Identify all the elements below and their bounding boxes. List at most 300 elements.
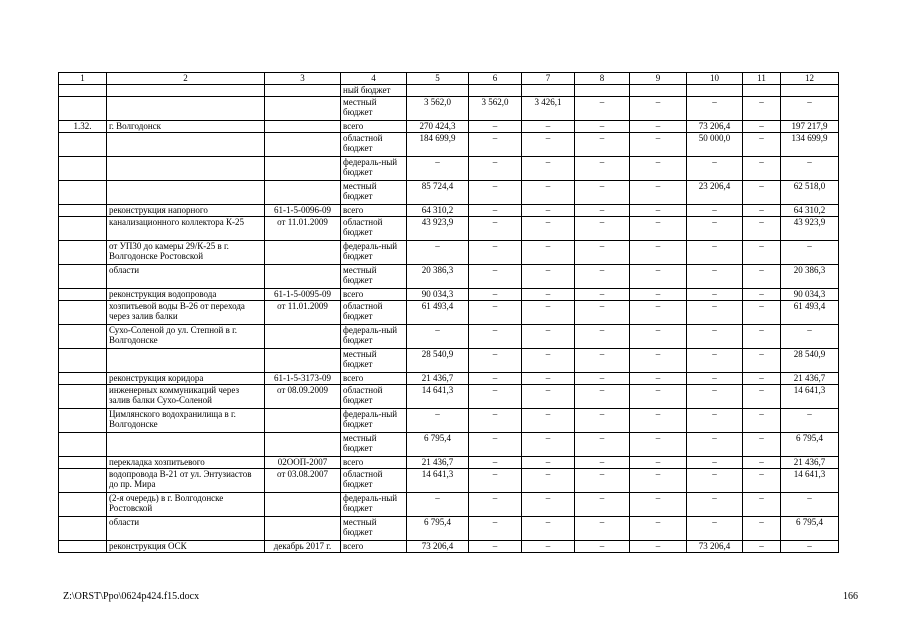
document-ref-cell <box>265 157 341 181</box>
value-cell: – <box>630 373 687 385</box>
value-cell: – <box>630 181 687 205</box>
col-header: 12 <box>781 73 839 85</box>
value-cell: – <box>522 265 575 289</box>
value-cell: – <box>687 409 743 433</box>
value-cell: 21 436,7 <box>407 373 469 385</box>
object-name-cell: перекладка хозпитьевого <box>107 457 265 469</box>
document-ref-cell <box>265 97 341 121</box>
object-name-cell <box>107 433 265 457</box>
value-cell: – <box>687 469 743 493</box>
value-cell: – <box>469 409 522 433</box>
value-cell: – <box>630 325 687 349</box>
value-cell: – <box>469 373 522 385</box>
object-name-cell: (2-я очередь) в г. Волгодонске Ростовской <box>107 493 265 517</box>
value-cell: 14 641,3 <box>407 469 469 493</box>
col-header: 4 <box>341 73 407 85</box>
funding-source-cell: федераль-ный бюджет <box>341 325 407 349</box>
value-cell: – <box>687 517 743 541</box>
table-row <box>59 301 839 325</box>
document-ref-cell: от 11.01.2009 <box>265 301 341 325</box>
value-cell <box>687 85 743 97</box>
table-row <box>59 133 839 157</box>
document-ref-cell <box>265 493 341 517</box>
document-ref-cell: декабрь 2017 г. <box>265 541 341 553</box>
value-cell: – <box>522 433 575 457</box>
table-row <box>59 289 839 301</box>
value-cell: – <box>630 433 687 457</box>
value-cell: – <box>687 205 743 217</box>
item-number-cell <box>59 181 107 205</box>
funding-source-cell: всего <box>341 289 407 301</box>
document-ref-cell: 61-1-5-0095-09 <box>265 289 341 301</box>
value-cell: – <box>687 157 743 181</box>
funding-source-cell: областной бюджет <box>341 217 407 241</box>
value-cell: – <box>575 289 630 301</box>
col-header: 2 <box>107 73 265 85</box>
value-cell: – <box>687 457 743 469</box>
funding-source-cell: местный бюджет <box>341 349 407 373</box>
value-cell: 20 386,3 <box>781 265 839 289</box>
value-cell <box>575 85 630 97</box>
value-cell: 73 206,4 <box>687 541 743 553</box>
value-cell: – <box>630 133 687 157</box>
value-cell: – <box>575 409 630 433</box>
value-cell: – <box>630 493 687 517</box>
item-number-cell <box>59 325 107 349</box>
item-number-cell <box>59 469 107 493</box>
table-row <box>59 217 839 241</box>
value-cell: – <box>743 541 781 553</box>
value-cell: – <box>522 301 575 325</box>
document-ref-cell <box>265 133 341 157</box>
value-cell: – <box>469 517 522 541</box>
value-cell: – <box>522 205 575 217</box>
value-cell: – <box>575 133 630 157</box>
value-cell: – <box>743 181 781 205</box>
col-header: 10 <box>687 73 743 85</box>
value-cell: – <box>781 541 839 553</box>
table-row <box>59 97 839 121</box>
document-ref-cell: 02ООП-2007 <box>265 457 341 469</box>
object-name-cell: канализационного коллектора К-25 <box>107 217 265 241</box>
value-cell: – <box>630 457 687 469</box>
value-cell: – <box>522 469 575 493</box>
value-cell: – <box>630 409 687 433</box>
item-number-cell <box>59 97 107 121</box>
value-cell: – <box>407 325 469 349</box>
document-ref-cell: 61-1-5-0096-09 <box>265 205 341 217</box>
funding-source-cell: местный бюджет <box>341 265 407 289</box>
table-row <box>59 469 839 493</box>
value-cell: – <box>522 121 575 133</box>
document-ref-cell: от 03.08.2007 <box>265 469 341 493</box>
value-cell: – <box>522 289 575 301</box>
value-cell: – <box>575 373 630 385</box>
item-number-cell <box>59 265 107 289</box>
object-name-cell: г. Волгодонск <box>107 121 265 133</box>
value-cell: – <box>743 457 781 469</box>
object-name-cell: Сухо-Соленой до ул. Степной в г. Волгодонске <box>107 325 265 349</box>
value-cell: – <box>630 517 687 541</box>
funding-source-cell: всего <box>341 541 407 553</box>
value-cell: 14 641,3 <box>407 385 469 409</box>
object-name-cell: реконструкция коридора <box>107 373 265 385</box>
value-cell: – <box>687 385 743 409</box>
document-ref-cell <box>265 241 341 265</box>
value-cell: – <box>469 265 522 289</box>
item-number-cell <box>59 133 107 157</box>
value-cell: – <box>469 325 522 349</box>
funding-source-cell: федераль-ный бюджет <box>341 241 407 265</box>
value-cell: – <box>630 469 687 493</box>
value-cell: – <box>522 133 575 157</box>
value-cell: – <box>575 517 630 541</box>
value-cell: 28 540,9 <box>407 349 469 373</box>
value-cell: – <box>522 241 575 265</box>
value-cell: – <box>575 301 630 325</box>
value-cell: – <box>575 157 630 181</box>
value-cell: – <box>630 157 687 181</box>
value-cell: – <box>781 325 839 349</box>
value-cell: – <box>522 493 575 517</box>
value-cell <box>743 85 781 97</box>
table-row <box>59 205 839 217</box>
value-cell: – <box>743 373 781 385</box>
value-cell: – <box>469 433 522 457</box>
object-name-cell <box>107 181 265 205</box>
item-number-cell <box>59 289 107 301</box>
document-ref-cell <box>265 517 341 541</box>
value-cell: – <box>743 409 781 433</box>
value-cell: 90 034,3 <box>407 289 469 301</box>
value-cell: – <box>687 97 743 121</box>
value-cell: – <box>630 241 687 265</box>
document-ref-cell <box>265 325 341 349</box>
funding-source-cell: местный бюджет <box>341 433 407 457</box>
item-number-cell <box>59 433 107 457</box>
document-ref-cell: от 08.09.2009 <box>265 385 341 409</box>
value-cell: – <box>743 325 781 349</box>
item-number-cell <box>59 409 107 433</box>
value-cell: 21 436,7 <box>407 457 469 469</box>
document-ref-cell <box>265 121 341 133</box>
item-number-cell: 1.32. <box>59 121 107 133</box>
item-number-cell <box>59 373 107 385</box>
value-cell: 90 034,3 <box>781 289 839 301</box>
value-cell: – <box>743 385 781 409</box>
value-cell: – <box>575 349 630 373</box>
funding-source-cell: местный бюджет <box>341 97 407 121</box>
value-cell: – <box>630 217 687 241</box>
value-cell: – <box>522 157 575 181</box>
table-row <box>59 541 839 553</box>
value-cell: – <box>522 217 575 241</box>
value-cell: 197 217,9 <box>781 121 839 133</box>
value-cell: – <box>743 97 781 121</box>
value-cell: – <box>687 217 743 241</box>
item-number-cell <box>59 301 107 325</box>
value-cell: – <box>469 457 522 469</box>
table-row <box>59 325 839 349</box>
document-ref-cell <box>265 85 341 97</box>
object-name-cell: области <box>107 517 265 541</box>
table-row <box>59 373 839 385</box>
object-name-cell: Цимлянского водохранилища в г. Волгодонске <box>107 409 265 433</box>
col-header: 3 <box>265 73 341 85</box>
table-row <box>59 493 839 517</box>
value-cell: – <box>575 181 630 205</box>
value-cell: – <box>469 217 522 241</box>
value-cell: 64 310,2 <box>781 205 839 217</box>
value-cell: – <box>743 241 781 265</box>
value-cell: – <box>469 493 522 517</box>
value-cell: – <box>630 97 687 121</box>
value-cell: – <box>781 97 839 121</box>
value-cell: – <box>630 205 687 217</box>
value-cell: – <box>687 349 743 373</box>
value-cell: 270 424,3 <box>407 121 469 133</box>
value-cell: – <box>522 349 575 373</box>
object-name-cell: области <box>107 265 265 289</box>
value-cell: – <box>575 121 630 133</box>
value-cell: – <box>407 157 469 181</box>
value-cell: – <box>630 289 687 301</box>
object-name-cell: реконструкция водопровода <box>107 289 265 301</box>
object-name-cell: инженерных коммуникаций через залив балки Сухо-Соленой <box>107 385 265 409</box>
funding-source-cell: федераль-ный бюджет <box>341 493 407 517</box>
value-cell: 64 310,2 <box>407 205 469 217</box>
table-row <box>59 433 839 457</box>
value-cell: 184 699,9 <box>407 133 469 157</box>
value-cell: 73 206,4 <box>407 541 469 553</box>
funding-source-cell: местный бюджет <box>341 181 407 205</box>
funding-source-cell: всего <box>341 373 407 385</box>
value-cell: – <box>575 325 630 349</box>
value-cell: – <box>469 133 522 157</box>
value-cell: – <box>630 301 687 325</box>
value-cell: – <box>469 385 522 409</box>
document-ref-cell <box>265 433 341 457</box>
value-cell: 21 436,7 <box>781 457 839 469</box>
value-cell: – <box>781 157 839 181</box>
document-ref-cell <box>265 409 341 433</box>
value-cell: 134 699,9 <box>781 133 839 157</box>
table-row <box>59 265 839 289</box>
funding-source-cell: всего <box>341 121 407 133</box>
value-cell: – <box>743 301 781 325</box>
document-ref-cell: от 11.01.2009 <box>265 217 341 241</box>
value-cell: – <box>575 97 630 121</box>
value-cell: – <box>469 121 522 133</box>
value-cell: – <box>522 385 575 409</box>
value-cell <box>522 85 575 97</box>
value-cell: 20 386,3 <box>407 265 469 289</box>
value-cell: – <box>522 325 575 349</box>
value-cell <box>407 85 469 97</box>
value-cell: – <box>469 157 522 181</box>
value-cell: – <box>575 241 630 265</box>
value-cell: – <box>469 181 522 205</box>
value-cell: – <box>687 265 743 289</box>
value-cell: 3 562,0 <box>407 97 469 121</box>
item-number-cell <box>59 85 107 97</box>
value-cell: – <box>687 373 743 385</box>
table-row <box>59 157 839 181</box>
funding-source-cell: местный бюджет <box>341 517 407 541</box>
value-cell: 14 641,3 <box>781 385 839 409</box>
value-cell <box>469 85 522 97</box>
value-cell: – <box>743 349 781 373</box>
value-cell: – <box>469 541 522 553</box>
value-cell: – <box>522 517 575 541</box>
value-cell: – <box>743 517 781 541</box>
value-cell: – <box>522 181 575 205</box>
value-cell: – <box>687 301 743 325</box>
value-cell <box>781 85 839 97</box>
document-ref-cell <box>265 181 341 205</box>
value-cell: 3 562,0 <box>469 97 522 121</box>
col-header: 11 <box>743 73 781 85</box>
value-cell: 73 206,4 <box>687 121 743 133</box>
value-cell: – <box>781 409 839 433</box>
value-cell: – <box>630 385 687 409</box>
item-number-cell <box>59 541 107 553</box>
value-cell: 43 923,9 <box>781 217 839 241</box>
value-cell: – <box>575 433 630 457</box>
object-name-cell: реконструкция ОСК <box>107 541 265 553</box>
object-name-cell <box>107 97 265 121</box>
funding-source-cell: областной бюджет <box>341 385 407 409</box>
value-cell: – <box>781 241 839 265</box>
value-cell: – <box>687 289 743 301</box>
value-cell: 43 923,9 <box>407 217 469 241</box>
document-ref-cell: 61-1-5-3173-09 <box>265 373 341 385</box>
value-cell: – <box>687 493 743 517</box>
item-number-cell <box>59 349 107 373</box>
value-cell: – <box>630 541 687 553</box>
funding-source-cell: областной бюджет <box>341 469 407 493</box>
table-row <box>59 349 839 373</box>
col-header: 6 <box>469 73 522 85</box>
item-number-cell <box>59 157 107 181</box>
item-number-cell <box>59 205 107 217</box>
value-cell: – <box>575 541 630 553</box>
table-row <box>59 241 839 265</box>
item-number-cell <box>59 493 107 517</box>
object-name-cell <box>107 133 265 157</box>
object-name-cell: водопровода В-21 от ул. Энтузиастов до пр. Мира <box>107 469 265 493</box>
col-header: 8 <box>575 73 630 85</box>
value-cell: – <box>575 493 630 517</box>
footer-file-path: Z:\ORST\Ppo\0624p424.f15.docx <box>63 591 200 602</box>
object-name-cell: реконструкция напорного <box>107 205 265 217</box>
value-cell: – <box>630 265 687 289</box>
object-name-cell <box>107 85 265 97</box>
value-cell: – <box>743 433 781 457</box>
value-cell: – <box>575 457 630 469</box>
value-cell: 6 795,4 <box>781 433 839 457</box>
document-ref-cell <box>265 349 341 373</box>
value-cell: 85 724,4 <box>407 181 469 205</box>
value-cell: – <box>743 133 781 157</box>
value-cell: – <box>522 541 575 553</box>
budget-table <box>58 72 839 553</box>
value-cell: – <box>575 469 630 493</box>
funding-source-cell: всего <box>341 457 407 469</box>
table-row <box>59 85 839 97</box>
value-cell: – <box>630 121 687 133</box>
value-cell: – <box>522 373 575 385</box>
funding-source-cell: федераль-ный бюджет <box>341 409 407 433</box>
page-number: 166 <box>843 591 858 602</box>
value-cell: – <box>407 409 469 433</box>
value-cell: – <box>522 409 575 433</box>
value-cell <box>630 85 687 97</box>
value-cell: 28 540,9 <box>781 349 839 373</box>
value-cell: 6 795,4 <box>781 517 839 541</box>
header-row <box>59 73 839 85</box>
value-cell: – <box>687 325 743 349</box>
value-cell: 61 493,4 <box>407 301 469 325</box>
value-cell: 23 206,4 <box>687 181 743 205</box>
value-cell: – <box>743 157 781 181</box>
value-cell: – <box>743 265 781 289</box>
value-cell: – <box>743 217 781 241</box>
value-cell: 3 426,1 <box>522 97 575 121</box>
value-cell: – <box>575 385 630 409</box>
col-header: 7 <box>522 73 575 85</box>
table-body <box>59 85 839 553</box>
value-cell: 61 493,4 <box>781 301 839 325</box>
col-header: 9 <box>630 73 687 85</box>
value-cell: 21 436,7 <box>781 373 839 385</box>
value-cell: – <box>469 289 522 301</box>
funding-source-cell: областной бюджет <box>341 301 407 325</box>
value-cell: 50 000,0 <box>687 133 743 157</box>
object-name-cell: хозпитьевой воды В-26 от переходa через залив балки <box>107 301 265 325</box>
value-cell: – <box>781 493 839 517</box>
funding-source-cell: всего <box>341 205 407 217</box>
value-cell: – <box>687 241 743 265</box>
value-cell: – <box>687 433 743 457</box>
value-cell: 14 641,3 <box>781 469 839 493</box>
value-cell: 6 795,4 <box>407 433 469 457</box>
table-row <box>59 457 839 469</box>
object-name-cell <box>107 349 265 373</box>
object-name-cell <box>107 157 265 181</box>
value-cell: – <box>469 205 522 217</box>
col-header: 5 <box>407 73 469 85</box>
value-cell: – <box>743 121 781 133</box>
value-cell: – <box>575 217 630 241</box>
value-cell: 62 518,0 <box>781 181 839 205</box>
value-cell: – <box>630 349 687 373</box>
value-cell: – <box>469 241 522 265</box>
value-cell: – <box>407 241 469 265</box>
item-number-cell <box>59 217 107 241</box>
value-cell: – <box>743 205 781 217</box>
document-ref-cell <box>265 265 341 289</box>
item-number-cell <box>59 385 107 409</box>
table-row <box>59 181 839 205</box>
value-cell: – <box>469 469 522 493</box>
item-number-cell <box>59 517 107 541</box>
col-header: 1 <box>59 73 107 85</box>
funding-source-cell: областной бюджет <box>341 133 407 157</box>
funding-source-cell: федераль-ный бюджет <box>341 157 407 181</box>
object-name-cell: от УП30 до камеры 29/К-25 в г. Волгодонске Ростовской <box>107 241 265 265</box>
funding-source-cell: ный бюджет <box>341 85 407 97</box>
